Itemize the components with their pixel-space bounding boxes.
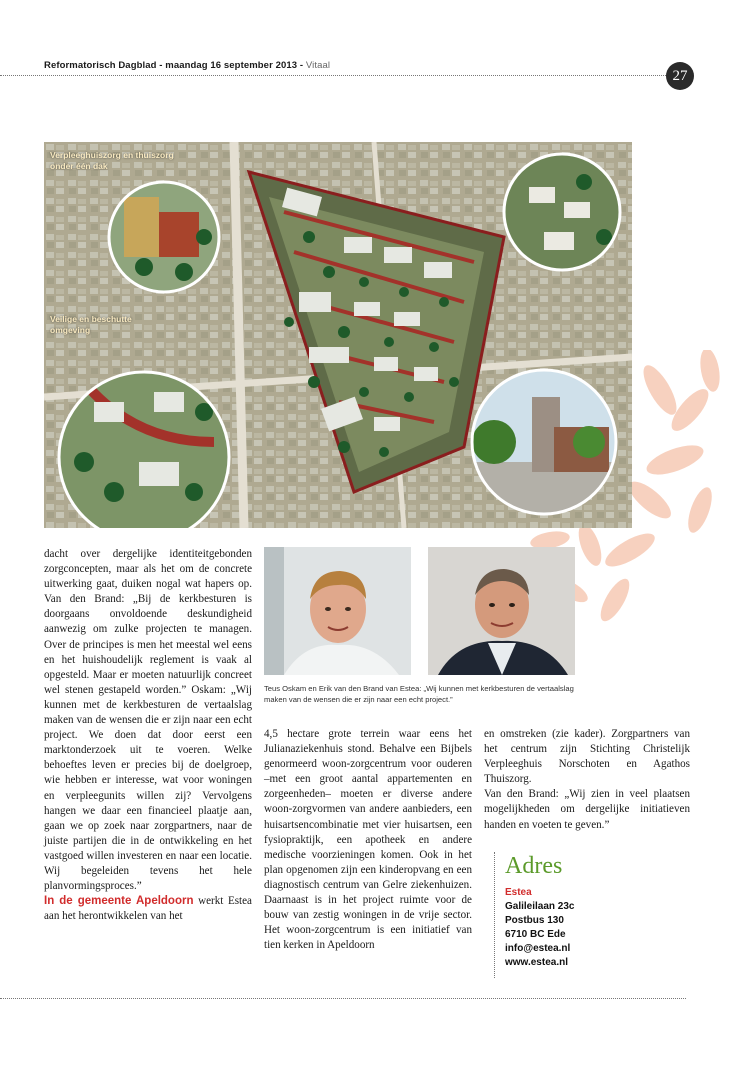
column1-body: dacht over dergelijke identiteitgebonden zorgconcepten, maar als het om de concrete uitwerking gaat, duiken nogal wat hapers op. Van den Brand: „Bij de kerkbesturen is doorgaans onvoldoende deskundigheid aanwezig om zulke projecten te managen. Over de principes is men het meestal wel eens en het huishoudelijk reglement is vaak al opgesteld. Maar er moeten natuurlijk concreet wel stenen gestapeld worden.” Oskam: „Wij kunnen met de kerkbesturen de vertaalslag maken van de wensen die er zijn naar een echt project. We doen dat door eerst een marktonderzoek uit te voeren. Welke behoeftes leven er precies bij de doelgroep, wie hebben er interesse, wat voor woningen en verpleegunits willen zij? Vervolgens hangen we daar een financieel plaatje aan, gaan we op zoek naar zorgpartners, naar de juiste partijen die in de ontwikkeling en het vastgoed willen investeren en naar een locatie. Wij begeleiden tevens het hele planvormingsproces.” bbox=[44, 548, 252, 893]
adres-website[interactable]: www.estea.nl bbox=[505, 957, 568, 968]
adres-postbus: Postbus 130 bbox=[505, 915, 564, 926]
column3-body: en omstreken (zie kader). Zorgpartners van het centrum zijn Stichting Christelijk Verpleeghuis Norschoten en Agathos Thuiszorg. bbox=[484, 728, 690, 786]
adres-organisation: Estea bbox=[505, 887, 532, 898]
header-divider bbox=[0, 75, 686, 76]
hero-site-plan-image bbox=[44, 142, 632, 528]
adres-street: Galileilaan 23c bbox=[505, 901, 575, 912]
column1-body-2: werkt Estea aan het herontwikkelen van het bbox=[44, 895, 252, 923]
hero-label-care: Verpleeghuiszorg en thuiszorg onder één dak bbox=[50, 150, 174, 171]
page-number: 27 bbox=[666, 62, 694, 90]
footer-divider bbox=[0, 998, 686, 999]
section-name: Vitaal bbox=[305, 60, 331, 71]
photo-caption: Teus Oskam en Erik van den Brand van Estea: „Wij kunnen met kerkbesturen de vertaalslag maken van de wensen die er zijn naar een echt project.” bbox=[264, 684, 574, 704]
subhead-apeldoorn: In de gemeente Apeldoorn bbox=[44, 895, 194, 908]
publication-line: Reformatorisch Dagblad - maandag 16 september 2013 - bbox=[44, 60, 304, 71]
article-column-1 bbox=[44, 547, 252, 924]
article-column-2 bbox=[264, 727, 472, 953]
hero-label-safe: Veilige en beschutte omgeving bbox=[50, 314, 132, 335]
adres-city: 6710 BC Ede bbox=[505, 929, 566, 940]
article-column-3 bbox=[484, 727, 690, 833]
adres-box bbox=[494, 852, 614, 978]
column2-body: 4,5 hectare grote terrein waar eens het Julianaziekenhuis stond. Behalve een Bijbels genormeerd woon-zorgcentrum voor ouderen –met een groot aantal appartementen en zorgeenheden– moeten er diverse andere woon-zorgvormen van andere aanbieders, een huisartsencombinatie met vier huisartsen, een fysiopraktijk, een apotheek en andere medische voorzieningen komen. Ook in het plan opgenomen zijn een kinderopvang en een diagnostisch centrum van Gelre ziekenhuizen. Daarnaast is in het project ruimte voor de bouw van zestig woningen in de vrije sector. Het woon-zorgcentrum is een initiatief van tien kerken in Apeldoorn bbox=[264, 728, 472, 952]
photo-teus-oskam bbox=[264, 547, 411, 675]
photo-erik-van-den-brand bbox=[428, 547, 575, 675]
column3-body-2: Van den Brand: „Wij zien in veel plaatsen mogelijkheden om dergelijke initiatieven handen en voeten te geven.” bbox=[484, 788, 690, 831]
adres-email[interactable]: info@estea.nl bbox=[505, 943, 571, 954]
adres-title: Adres bbox=[505, 853, 563, 879]
running-header bbox=[44, 60, 330, 71]
